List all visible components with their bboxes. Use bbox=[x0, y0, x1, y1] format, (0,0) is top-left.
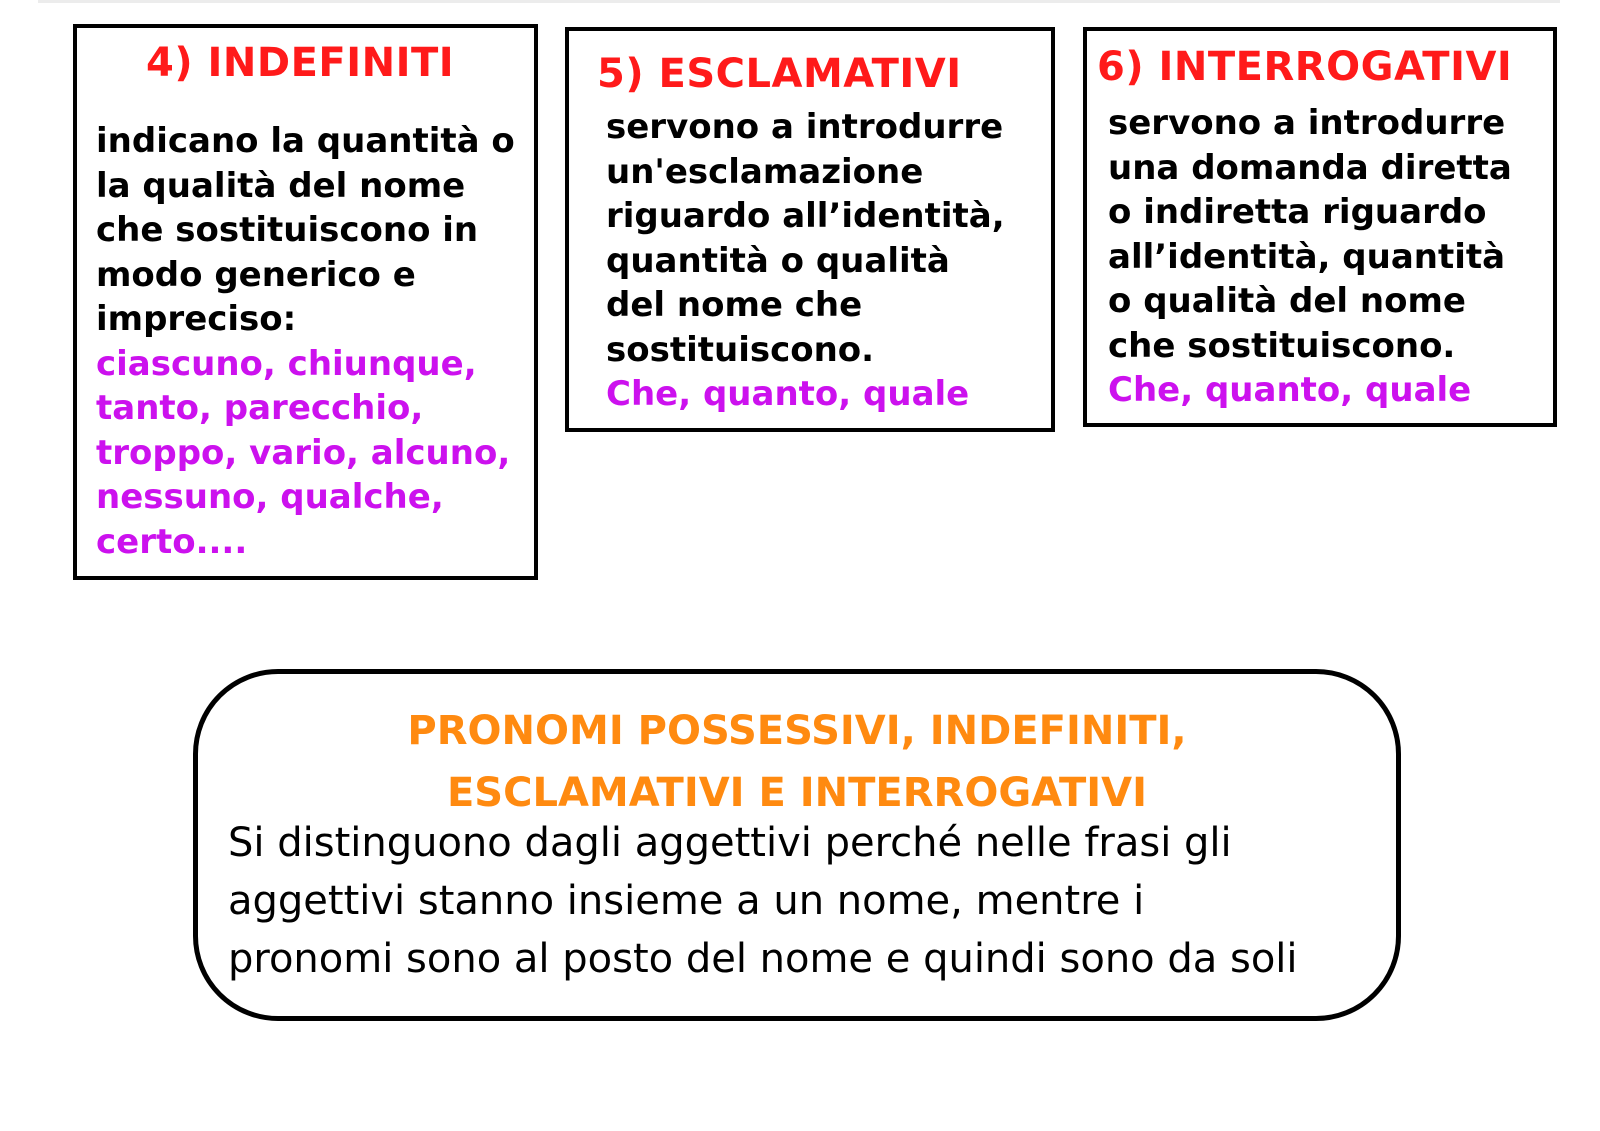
esclamativi-box bbox=[565, 27, 1055, 432]
indefiniti-box bbox=[73, 24, 538, 580]
summary-title-line: ESCLAMATIVI E INTERROGATIVI bbox=[446, 770, 1148, 816]
summary-title bbox=[198, 700, 1396, 824]
indefiniti-example-line: nessuno, qualche, bbox=[96, 477, 444, 517]
indefiniti-example-line: troppo, vario, alcuno, bbox=[96, 432, 511, 473]
interrogativi-description-line: servono a introdurre bbox=[1108, 103, 1506, 143]
summary-text-line: Si distinguono dagli aggettivi perché nelle frasi gli bbox=[228, 820, 1232, 866]
indefiniti-example-line: certo.... bbox=[96, 521, 248, 562]
esclamativi-title: 5) ESCLAMATIVI bbox=[597, 51, 962, 97]
indefiniti-description-line: impreciso: bbox=[96, 299, 297, 339]
esclamativi-description-line: un'esclamazione bbox=[606, 151, 924, 192]
esclamativi-example-line: Che, quanto, quale bbox=[606, 374, 970, 414]
interrogativi-description-line: o indiretta riguardo bbox=[1108, 192, 1487, 232]
interrogativi-description-line: che sostituiscono. bbox=[1108, 325, 1456, 366]
esclamativi-body bbox=[606, 105, 1005, 417]
indefiniti-description-line: la qualità del nome bbox=[96, 165, 466, 206]
interrogativi-body bbox=[1108, 101, 1512, 413]
interrogativi-description-line: o qualità del nome bbox=[1108, 281, 1466, 321]
indefiniti-title: 4) INDEFINITI bbox=[146, 40, 455, 86]
esclamativi-description-line: quantità o qualità bbox=[606, 240, 950, 281]
interrogativi-description-line: una domanda diretta bbox=[1108, 147, 1512, 188]
indefiniti-description-line: che sostituiscono in bbox=[96, 210, 479, 250]
summary-text bbox=[228, 814, 1298, 988]
summary-title-line: PRONOMI POSSESSIVI, INDEFINITI, bbox=[407, 708, 1187, 754]
indefiniti-description-line: modo generico e bbox=[96, 254, 416, 295]
interrogativi-example-line: Che, quanto, quale bbox=[1108, 370, 1472, 410]
interrogativi-description-line: all’identità, quantità bbox=[1108, 236, 1506, 277]
indefiniti-example-line: ciascuno, chiunque, bbox=[96, 343, 477, 384]
esclamativi-description-line: del nome che bbox=[606, 285, 863, 325]
indefiniti-body bbox=[96, 119, 515, 564]
esclamativi-description-line: servono a introdurre bbox=[606, 107, 1004, 147]
esclamativi-description-line: sostituiscono. bbox=[606, 329, 875, 370]
indefiniti-example-line: tanto, parecchio, bbox=[96, 388, 424, 428]
interrogativi-box bbox=[1083, 27, 1557, 427]
indefiniti-description-line: indicano la quantità o bbox=[96, 121, 515, 161]
top-divider bbox=[38, 0, 1560, 3]
esclamativi-description-line: riguardo all’identità, bbox=[606, 196, 1005, 236]
interrogativi-title: 6) INTERROGATIVI bbox=[1097, 44, 1513, 90]
summary-box bbox=[193, 669, 1401, 1021]
summary-text-line: pronomi sono al posto del nome e quindi sono da soli bbox=[228, 936, 1298, 982]
summary-text-line: aggettivi stanno insieme a un nome, mentre i bbox=[228, 878, 1145, 924]
